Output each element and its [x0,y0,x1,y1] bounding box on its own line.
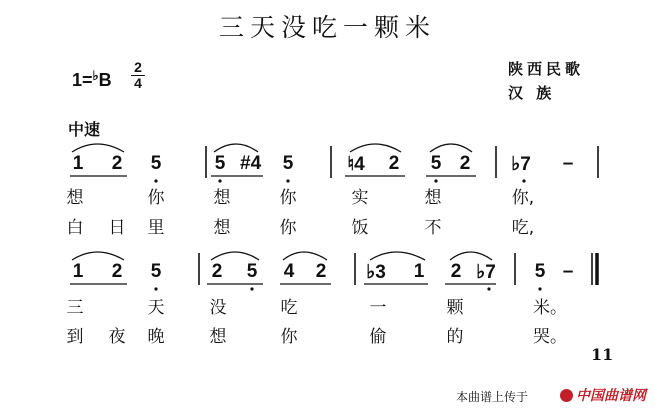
lyric-syllable: 三 [66,298,84,318]
low-octave-dot [487,287,490,290]
note: 1 [72,153,84,174]
low-octave-dot [154,287,157,290]
note: 5 [246,261,258,282]
lyric-syllable: 的 [446,327,464,347]
note: 1 [72,261,84,282]
note: – [562,261,574,282]
lyric-syllable: 你 [280,327,298,347]
lyric-syllable: 你 [279,218,297,238]
lyric-syllable: 想 [66,188,84,208]
lyric-syllable: 吃 [280,298,298,318]
note: 2 [315,261,327,282]
lyric-syllable: 想 [209,327,227,347]
low-octave-dot [154,179,157,182]
lyric-syllable: 一 [369,298,387,318]
note: 5 [282,153,294,174]
note: 5 [214,153,226,174]
upload-credit: 本曲谱上传于 [456,390,529,404]
note: 5 [150,261,162,282]
source-ethnicity: 汉 族 [508,84,556,102]
lyric-syllable: 没 [209,298,227,318]
lyric-syllable: 想 [213,218,231,238]
source-origin: 陕西民歌 [508,60,585,78]
lyric-syllable: 里 [147,218,165,238]
low-octave-dot [250,287,253,290]
note: 2 [111,153,123,174]
note: 2 [459,153,471,174]
note: – [562,153,574,174]
tempo-marking: 中速 [68,120,101,139]
lyric-syllable: 日 [108,218,126,238]
slur [450,252,492,260]
lyric-syllable: 米。 [533,298,567,318]
lyric-syllable: 实 [351,188,369,208]
lyric-syllable: 想 [213,188,231,208]
site-logo-icon [560,389,573,402]
lyric-syllable: 夜 [108,327,126,347]
lyric-syllable: 白 [66,218,84,238]
key-prefix: 1= [72,70,93,90]
flat-sign: ♭ [92,68,99,83]
note: ♭3 [366,262,386,283]
lyric-syllable: 你 [147,188,165,208]
lyric-syllable: 你 [279,188,297,208]
slur [370,252,425,260]
note: 1 [413,261,425,282]
low-octave-dot [286,179,289,182]
slur [72,252,124,260]
slur [283,252,327,260]
site-logo [560,385,646,405]
note: 2 [111,261,123,282]
lyric-syllable: 到 [66,327,84,347]
note: 5 [534,261,546,282]
note: 2 [211,261,223,282]
low-octave-dot [218,179,221,182]
low-octave-dot [522,179,525,182]
lyric-syllable: 颗 [446,298,464,318]
note: 2 [388,153,400,174]
low-octave-dot [538,287,541,290]
time-bottom: 4 [134,75,142,91]
lyric-syllable: 偷 [369,327,387,347]
page-number: 11 [591,345,614,364]
note: #4 [240,153,262,174]
time-top: 2 [134,59,142,75]
slur [430,144,472,152]
note: 4 [283,261,295,282]
lyric-syllable: 哭。 [533,327,567,347]
key-tonic: B [98,70,112,90]
lyric-syllable: 吃, [511,218,535,238]
lyric-syllable: 天 [147,298,165,318]
lyric-syllable: 不 [424,218,442,238]
lyric-syllable: 饭 [351,218,369,238]
slur [211,252,259,260]
note: ♭7 [476,262,496,283]
slur [214,144,258,152]
song-title: 三天没吃一颗米 [218,13,436,42]
site-name: 中国曲谱网 [576,388,646,404]
slur [350,144,401,152]
note: 5 [430,153,442,174]
low-octave-dot [434,179,437,182]
slur [72,144,124,152]
lyric-syllable: 想 [424,188,442,208]
lyric-syllable: 晚 [147,327,165,347]
note: 2 [450,261,462,282]
lyric-syllable: 你, [511,188,535,208]
note: 5 [150,153,162,174]
note: ♭7 [511,154,531,175]
note: ♮4 [347,154,365,175]
